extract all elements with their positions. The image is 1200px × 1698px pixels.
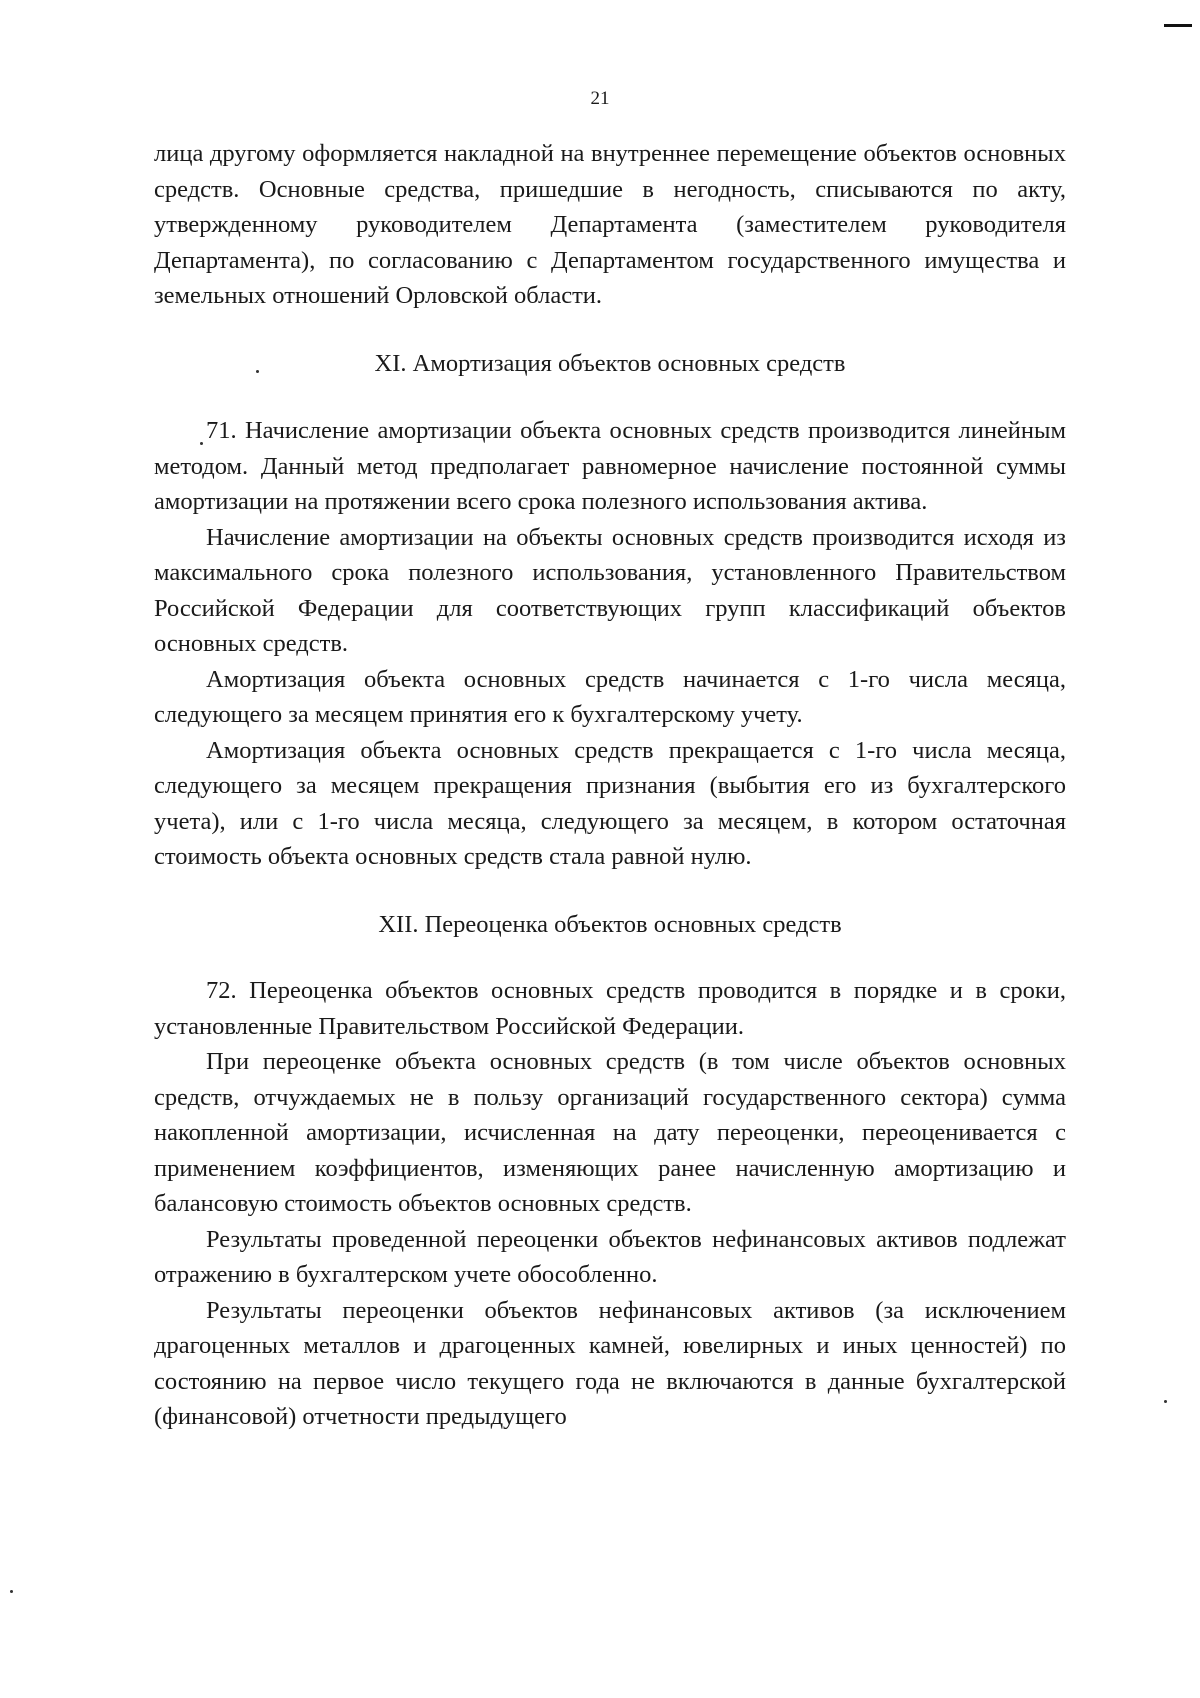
paragraph: Амортизация объекта основных средств прекращается с 1-го числа месяца, следующего за месяцем прекращения признания (выбытия его из бухгалтерского учета), или с 1-го числа месяца, следующего за месяцем, в котором остаточная стоимость объекта основных средств стала равной нулю. [154, 736, 1066, 870]
scan-speck [200, 442, 203, 445]
paragraph-71: 71. Начисление амортизации объекта основных средств производится линейным методом. Данный метод предполагает равномерное начисление постоянной суммы амортизации на протяжении всего срока полезного использования актива. [154, 417, 1066, 515]
paragraph: Результаты переоценки объектов нефинансовых активов (за исключением драгоценных металлов и драгоценных камней, ювелирных и иных ценностей) по состоянию на первое число текущего года не включаются в данные бухгалтерской (финансовой) отчетности предыдущего [154, 1296, 1066, 1430]
section-heading-xi: XI. Амортизация объектов основных средств [374, 349, 846, 377]
scan-speck [256, 370, 259, 373]
paragraph: Амортизация объекта основных средств начинается с 1-го числа месяца, следующего за месяцем принятия его к бухгалтерскому учету. [154, 665, 1066, 728]
scan-speck [1164, 1400, 1167, 1403]
paragraph-72: 72. Переоценка объектов основных средств проводится в порядке и в сроки, установленные Правительством Российской Федерации. [154, 977, 1066, 1040]
paragraph-continuation: лица другому оформляется накладной на внутреннее перемещение объектов основных средств. Основные средства, пришедшие в негодность, списываются по акту, утвержденному руководителем Департамента (заместителем руководителя Департамента), по согласованию с Департаментом государственного имущества и земельных отношений Орловской области. [154, 140, 1066, 309]
page-number: 21 [590, 88, 610, 109]
section-heading-xii: XII. Переоценка объектов основных средств [378, 910, 842, 938]
scan-speck [10, 1590, 13, 1593]
paragraph: Результаты проведенной переоценки объектов нефинансовых активов подлежат отражению в бухгалтерском учете обособленно. [154, 1225, 1066, 1288]
paragraph: Начисление амортизации на объекты основных средств производится исходя из максимального срока полезного использования, установленного Правительством Российской Федерации для соответствующих групп классификаций объектов основных средств. [154, 523, 1066, 657]
document-body [154, 136, 1066, 1435]
scan-corner-mark [1164, 24, 1192, 27]
paragraph: При переоценке объекта основных средств (в том числе объектов основных средств, отчуждаемых не в пользу организаций государственного сектора) сумма накопленной амортизации, исчисленная на дату переоценки, переоценивается с применением коэффициентов, изменяющих ранее начисленную амортизацию и балансовую стоимость объектов основных средств. [154, 1048, 1066, 1217]
